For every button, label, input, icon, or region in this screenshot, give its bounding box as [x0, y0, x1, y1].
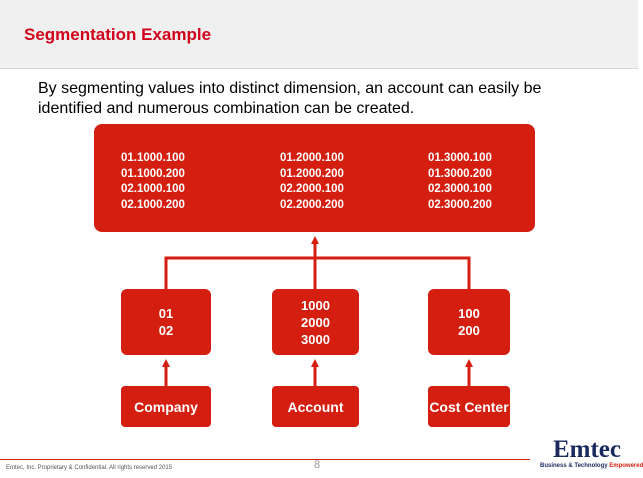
- cost-center-label-box: [428, 386, 510, 427]
- combination-column-3: [428, 151, 518, 213]
- segment-value: 200: [458, 323, 480, 338]
- company-label-box: [121, 386, 211, 427]
- footer-divider: [0, 459, 530, 460]
- intro-text: By segmenting values into distinct dimension, an account can easily be identified and numerous combination can be created.: [38, 80, 542, 117]
- combination-code: 01.2000.200: [280, 167, 344, 180]
- logo-tagline: [540, 463, 643, 469]
- combination-column-2: [280, 151, 370, 213]
- company-values-box: [121, 289, 211, 355]
- combination-code: 01.3000.100: [428, 152, 492, 164]
- combination-column-1: [121, 151, 211, 213]
- account-values-box: [272, 289, 359, 355]
- segment-value: 01: [158, 306, 174, 321]
- segment-value: 3000: [301, 331, 330, 347]
- combination-code: 01.1000.200: [121, 167, 185, 180]
- combination-code: 02.2000.100: [280, 183, 344, 195]
- segment-label: Company: [134, 398, 198, 415]
- slide-title: Segmentation Example: [24, 25, 212, 44]
- emtec-logo: [540, 436, 643, 474]
- account-label-box: [272, 386, 359, 427]
- footer-copyright: Emtec, Inc. Proprietary & Confidential. All rights reserved 2015: [6, 465, 173, 471]
- combinations-box: [94, 124, 535, 232]
- segment-value: 100: [458, 306, 480, 321]
- combination-code: 01.1000.100: [121, 152, 185, 164]
- combination-code: 02.1000.100: [121, 183, 185, 195]
- page-number: 8: [314, 459, 321, 471]
- logo-wordmark: Emtec: [552, 436, 622, 463]
- segment-value: 02: [158, 323, 174, 338]
- logo-tagline-main: Business & Technology: [540, 463, 608, 469]
- segment-value: 1000: [301, 297, 330, 313]
- combination-code: 01.2000.100: [280, 152, 344, 164]
- cost-center-values-box: [428, 289, 510, 355]
- combination-code: 02.3000.100: [428, 183, 492, 195]
- combination-code: 02.2000.200: [280, 198, 344, 211]
- segment-label: Cost Center: [429, 398, 509, 415]
- segment-label: Account: [287, 398, 344, 415]
- combination-code: 01.3000.200: [428, 167, 492, 180]
- segment-value: 2000: [301, 314, 330, 330]
- combination-code: 02.3000.200: [428, 198, 492, 211]
- combination-code: 02.1000.200: [121, 198, 185, 211]
- logo-tagline-accent: Empowered: [609, 463, 643, 469]
